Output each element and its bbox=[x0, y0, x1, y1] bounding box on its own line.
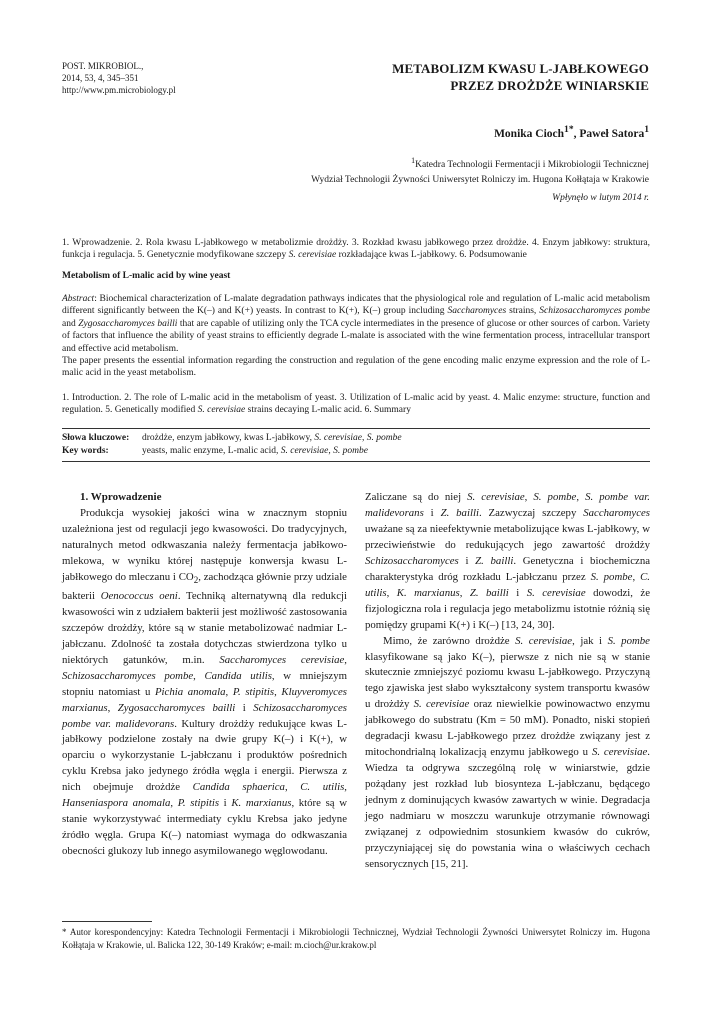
keywords-en-label: Key words: bbox=[62, 446, 109, 456]
affiliation bbox=[311, 153, 649, 188]
keywords-en-italic: S. cerevisiae bbox=[280, 446, 329, 456]
body-text: i bbox=[458, 554, 476, 567]
author-separator: , bbox=[573, 127, 580, 140]
affiliation-marker: 1 bbox=[411, 156, 416, 165]
body-column-left bbox=[62, 490, 347, 860]
journal-name: POST. MIKROBIOL., bbox=[62, 61, 144, 71]
abstract-paragraph-2: The paper presents the essential information regarding the construction and regulation of the gene encoding malic enzyme expression and the role of L-malic acid in the yeast metabolism. bbox=[62, 356, 650, 379]
body-text: Produkcja wysokiej jakości wina w znacznym stopniu uzależniona jest od regulacji jego kwasowości. Do tradycyjnych, naturalnych metod odkwaszania należy fermentacja jabłkowo-mlekowa, w wyniku której następuje konwersja kwasu L-jabłkowego do mleczanu i CO bbox=[62, 506, 347, 583]
affiliation-line-1 bbox=[311, 153, 649, 173]
body-text: . Genetyczna i biochemiczna charakterystyka dróg rozkładu L-jabłczanu przez bbox=[365, 554, 651, 583]
body-text: , bbox=[386, 586, 397, 599]
body-text: Zaliczane są do niej bbox=[365, 491, 468, 503]
toc-pl-italic: S. cerevisiae bbox=[288, 250, 337, 261]
body-column-right bbox=[365, 490, 650, 873]
body-text: oraz niewielkie powinowactwo enzymu jabłkowego do substratu (Km = 50 mM). Ponadto, niski stopień degradacji kwasu L-jabłkowego przez drożdże związany jest z mitochondrialną lokalizacją enzymu jabłkowego u bbox=[365, 698, 650, 759]
keywords-pl-italic: S. cerevisiae bbox=[314, 433, 363, 443]
english-title: Metabolism of L-malic acid by wine yeast bbox=[62, 271, 231, 281]
section-heading: 1. Wprowadzenie bbox=[80, 491, 162, 503]
species-name: Schizosaccharomyces bbox=[365, 554, 459, 567]
body-text: , bbox=[344, 653, 347, 666]
toc-pl-text-end: rozkładające kwas L-jabłkowy. 6. Podsumowanie bbox=[336, 250, 527, 261]
species-name: K. marxianus bbox=[231, 797, 292, 810]
species-name: Schizosaccharomyces pombe var. malidevorans bbox=[62, 701, 347, 730]
abstract-italic: Zygosaccharomyces bailli bbox=[78, 318, 178, 329]
body-paragraph bbox=[62, 506, 347, 860]
body-text: , które są w stanie wykorzystywać intermediaty cyklu Krebsa jako jedyne źródło węgla. Grupa K(–) natomiast wymaga do odkwaszania obecności glukozy lub innego asymilowanego węglowodanu. bbox=[62, 797, 347, 858]
body-text: i bbox=[235, 701, 254, 714]
species-name: Z. bailli bbox=[469, 586, 509, 599]
body-paragraph bbox=[365, 634, 650, 873]
species-name: S. cerevisiae bbox=[467, 491, 525, 503]
divider-top bbox=[62, 428, 650, 429]
title-line-2: PRZEZ DROŻDŻE WINIARSKIE bbox=[450, 78, 649, 93]
keywords-polish bbox=[62, 432, 402, 445]
keywords-en-text: yeasts, malic enzyme, L-malic acid, bbox=[142, 446, 281, 456]
species-name: C. utilis bbox=[365, 570, 650, 599]
species-name: Saccharomyces bbox=[583, 506, 650, 519]
author-2: Paweł Satora bbox=[579, 127, 645, 140]
body-text: i bbox=[508, 586, 527, 599]
keywords-en-sep: , bbox=[328, 446, 334, 456]
species-name: S. cerevisiae bbox=[526, 586, 586, 599]
body-text: , bbox=[274, 685, 282, 698]
body-text: uważane są za nieefektywnie metabolizujące kwas L-jabłkowy, w przeciwieństwie do redukujących jego zawartość drożdży bbox=[365, 522, 650, 551]
footnote-rule bbox=[62, 921, 152, 922]
journal-citation bbox=[62, 60, 176, 96]
species-name: C. utilis bbox=[300, 781, 345, 794]
body-text: , jak i bbox=[572, 634, 608, 647]
body-text: , bbox=[284, 781, 301, 794]
body-text: , bbox=[459, 586, 470, 599]
author-2-marker: 1 bbox=[644, 124, 649, 135]
toc-en-italic: S. cerevisiae bbox=[197, 405, 246, 416]
toc-en-text-end: strains decaying L-malic acid. 6. Summary bbox=[245, 405, 411, 416]
received-date: Wpłynęło w lutym 2014 r. bbox=[552, 193, 649, 203]
abstract bbox=[62, 293, 650, 380]
species-name: S. cerevisiae bbox=[515, 634, 573, 647]
species-name: Saccharomyces cerevisiae bbox=[219, 653, 345, 666]
body-text: dowodzi, że fizjologiczna rola i regulacja jego metabolizmu istotnie różnią się pomiędzy grupami K(+) i K(–) [13, 24, 30]. bbox=[365, 586, 651, 631]
keywords-pl-italic: S. pombe bbox=[366, 433, 402, 443]
body-text: , bbox=[524, 491, 534, 503]
toc-en-text: 1. Introduction. 2. The role of L-malic acid in the metabolism of yeast. 3. Utilization of L-malic acid by yeast. 4. Malic enzyme: structure, function and regulation. 5. Genetically modified bbox=[62, 393, 650, 416]
abstract-text: : Biochemical characterization of L-malate degradation pathways indicates that the physiological role and regulation of L-malic acid metabolism different significantly between the K(–) and K(+) yeasts. In contrast to K(+), K(–) group including bbox=[62, 294, 650, 317]
body-paragraph-continued bbox=[365, 490, 650, 634]
contents-english bbox=[62, 392, 650, 417]
species-name: S. cerevisiae bbox=[413, 698, 470, 711]
body-text: , zachodząca głównie przy udziale bakterii bbox=[62, 570, 347, 602]
body-text: . Techniką alternatywną dla redukcji kwasowości win z udziałem bakterii jest możliwość zastosowania szczepów drożdży, które są w stanie metabolizować nadmiar L-jabłczanu. Zdolność ta została dotychczas stwierdzona tylko u niektórych gatunków, m.in. bbox=[62, 589, 347, 666]
species-name: K. marxianus bbox=[396, 586, 460, 599]
affiliation-dept: Katedra Technologii Fermentacji i Mikrobiologii Technicznej bbox=[415, 160, 649, 171]
abstract-text: that are capable of utilizing only the TCA cycle intermediates in the presence of glucose or other sources of carbon. Variety of factors that influence the ability of yeast strains to efficiently degrade L-malate is associated with the wine fermentation process, intracellular transport and effective acid metabolism. bbox=[62, 318, 650, 354]
title-line-1: METABOLIZM KWASU L-JABŁKOWEGO bbox=[392, 61, 649, 76]
species-name: Zygosaccharomyces bailli bbox=[117, 701, 236, 714]
species-name: S. pombe bbox=[533, 491, 577, 503]
species-name: S. cerevisiae bbox=[591, 746, 648, 759]
abstract-italic: Saccharomyces bbox=[447, 306, 507, 317]
body-text: klasyfikowane są jako K(–), pierwsze z nich nie są w stanie skutecznie zmniejszyć poziomu kwasu L-jabłkowego. Przyczyną tego zjawiska jest słabo wykształcony system transportu kwasów u drożdży bbox=[365, 650, 650, 711]
abstract-italic: Schizosaccharomyces pombe bbox=[539, 306, 651, 317]
body-text: i bbox=[219, 797, 232, 810]
body-text: . Wiedza ta odgrywa szczególną rolę w winiarstwie, gdzie pożądany jest rozkład lub biosynteza L-jabłczanu, będącego jednym z dominujących kwasów zawartych w winie. Degradacja jego nadmiaru w moszczu warunkuje otrzymanie równowagi związanej z odpowiednim stosunkiem kwasów do cukrów, przyczyniającej się do powstania wina o właściwych cechach sensorycznych [15, 21]. bbox=[365, 746, 650, 870]
body-text: , bbox=[107, 701, 118, 714]
species-name: P. stipitis bbox=[232, 685, 275, 698]
species-name: S. pombe bbox=[607, 634, 650, 647]
journal-volume: 2014, 53, 4, 345–351 bbox=[62, 73, 139, 83]
body-text: , bbox=[576, 491, 586, 503]
species-name: Z. bailli bbox=[440, 506, 479, 519]
body-text: , bbox=[193, 669, 205, 682]
body-text: . Zazwyczaj szczepy bbox=[478, 506, 584, 519]
species-name: Hanseniaspora anomala bbox=[62, 797, 171, 810]
species-name: S. pombe bbox=[590, 570, 633, 583]
keywords-pl-sep: , bbox=[362, 433, 367, 443]
body-text: , w mniejszym stopniu natomiast u bbox=[62, 669, 348, 698]
footnote: * Autor korespondencyjny: Katedra Technologii Fermentacji i Mikrobiologii Technicznej, Wydział Technologii Żywności Uniwersytet Rolniczy im. Hugona Kołłątaja w Krakowie, ul. Balicka 122, 30-149 Kraków; e-mail: m.cioch@ur.krakow.pl bbox=[62, 927, 650, 950]
species-name: P. stipitis bbox=[177, 797, 220, 810]
subscript: 2 bbox=[193, 574, 199, 585]
divider-bottom bbox=[62, 461, 650, 462]
species-name: Pichia anomala bbox=[154, 685, 226, 698]
author-1-marker: 1* bbox=[564, 124, 574, 135]
affiliation-line-2: Wydział Technologii Żywności Uniwersytet Rolniczy im. Hugona Kołłątaja w Krakowie bbox=[311, 175, 649, 186]
species-name: Candida sphaerica bbox=[192, 781, 285, 794]
keywords-pl-text: drożdże, enzym jabłkowy, kwas L-jabłkowy, bbox=[142, 433, 315, 443]
abstract-paragraph-1 bbox=[62, 293, 650, 355]
species-name: S. pombe var. malidevorans bbox=[365, 491, 650, 519]
abstract-text: and bbox=[62, 318, 79, 329]
species-name: Candida utilis bbox=[204, 669, 272, 682]
keywords-english bbox=[62, 445, 368, 458]
body-text: , bbox=[344, 781, 347, 794]
body-text: Mimo, że zarówno drożdże bbox=[383, 634, 516, 647]
species-name: Schizosaccharomyces pombe bbox=[62, 669, 194, 682]
journal-url[interactable]: http://www.pm.microbiology.pl bbox=[62, 85, 176, 95]
article-title bbox=[392, 60, 649, 94]
authors bbox=[494, 124, 649, 140]
species-name: Oenococcus oeni bbox=[100, 589, 178, 602]
body-text: , bbox=[170, 797, 178, 810]
body-text: . Kultury drożdży redukujące kwas L-jabłkowy podzielone zostały na dwie grupy K(–) i K(+), w oparciu o wykorzystanie L-jabłczanu i produktów pośrednich cyklu Krebsa jako jedynego źródła węgla i energii. Pierwsza z nich obejmuje drożdże bbox=[62, 717, 348, 794]
author-1: Monika Cioch bbox=[494, 127, 565, 140]
contents-polish bbox=[62, 237, 650, 262]
body-text: , bbox=[632, 570, 641, 583]
body-text: , bbox=[225, 685, 233, 698]
toc-pl-text: 1. Wprowadzenie. 2. Rola kwasu L-jabłkowego w metabolizmie drożdży. 3. Rozkład kwasu jabłkowego przez drożdże. 4. Enzym jabłkowy: struktura, funkcja i regulacja. 5. Genetycznie modyfikowane szczepy bbox=[62, 238, 650, 261]
abstract-label: Abstract bbox=[62, 294, 95, 304]
keywords-pl-label: Słowa kluczowe: bbox=[62, 433, 130, 443]
species-name: Z. bailli bbox=[475, 554, 514, 567]
keywords-en-italic: S. pombe bbox=[333, 446, 368, 456]
abstract-text: strains, bbox=[506, 306, 540, 317]
species-name: Kluyveromyces marxianus bbox=[62, 685, 347, 714]
body-text: i bbox=[423, 506, 441, 519]
